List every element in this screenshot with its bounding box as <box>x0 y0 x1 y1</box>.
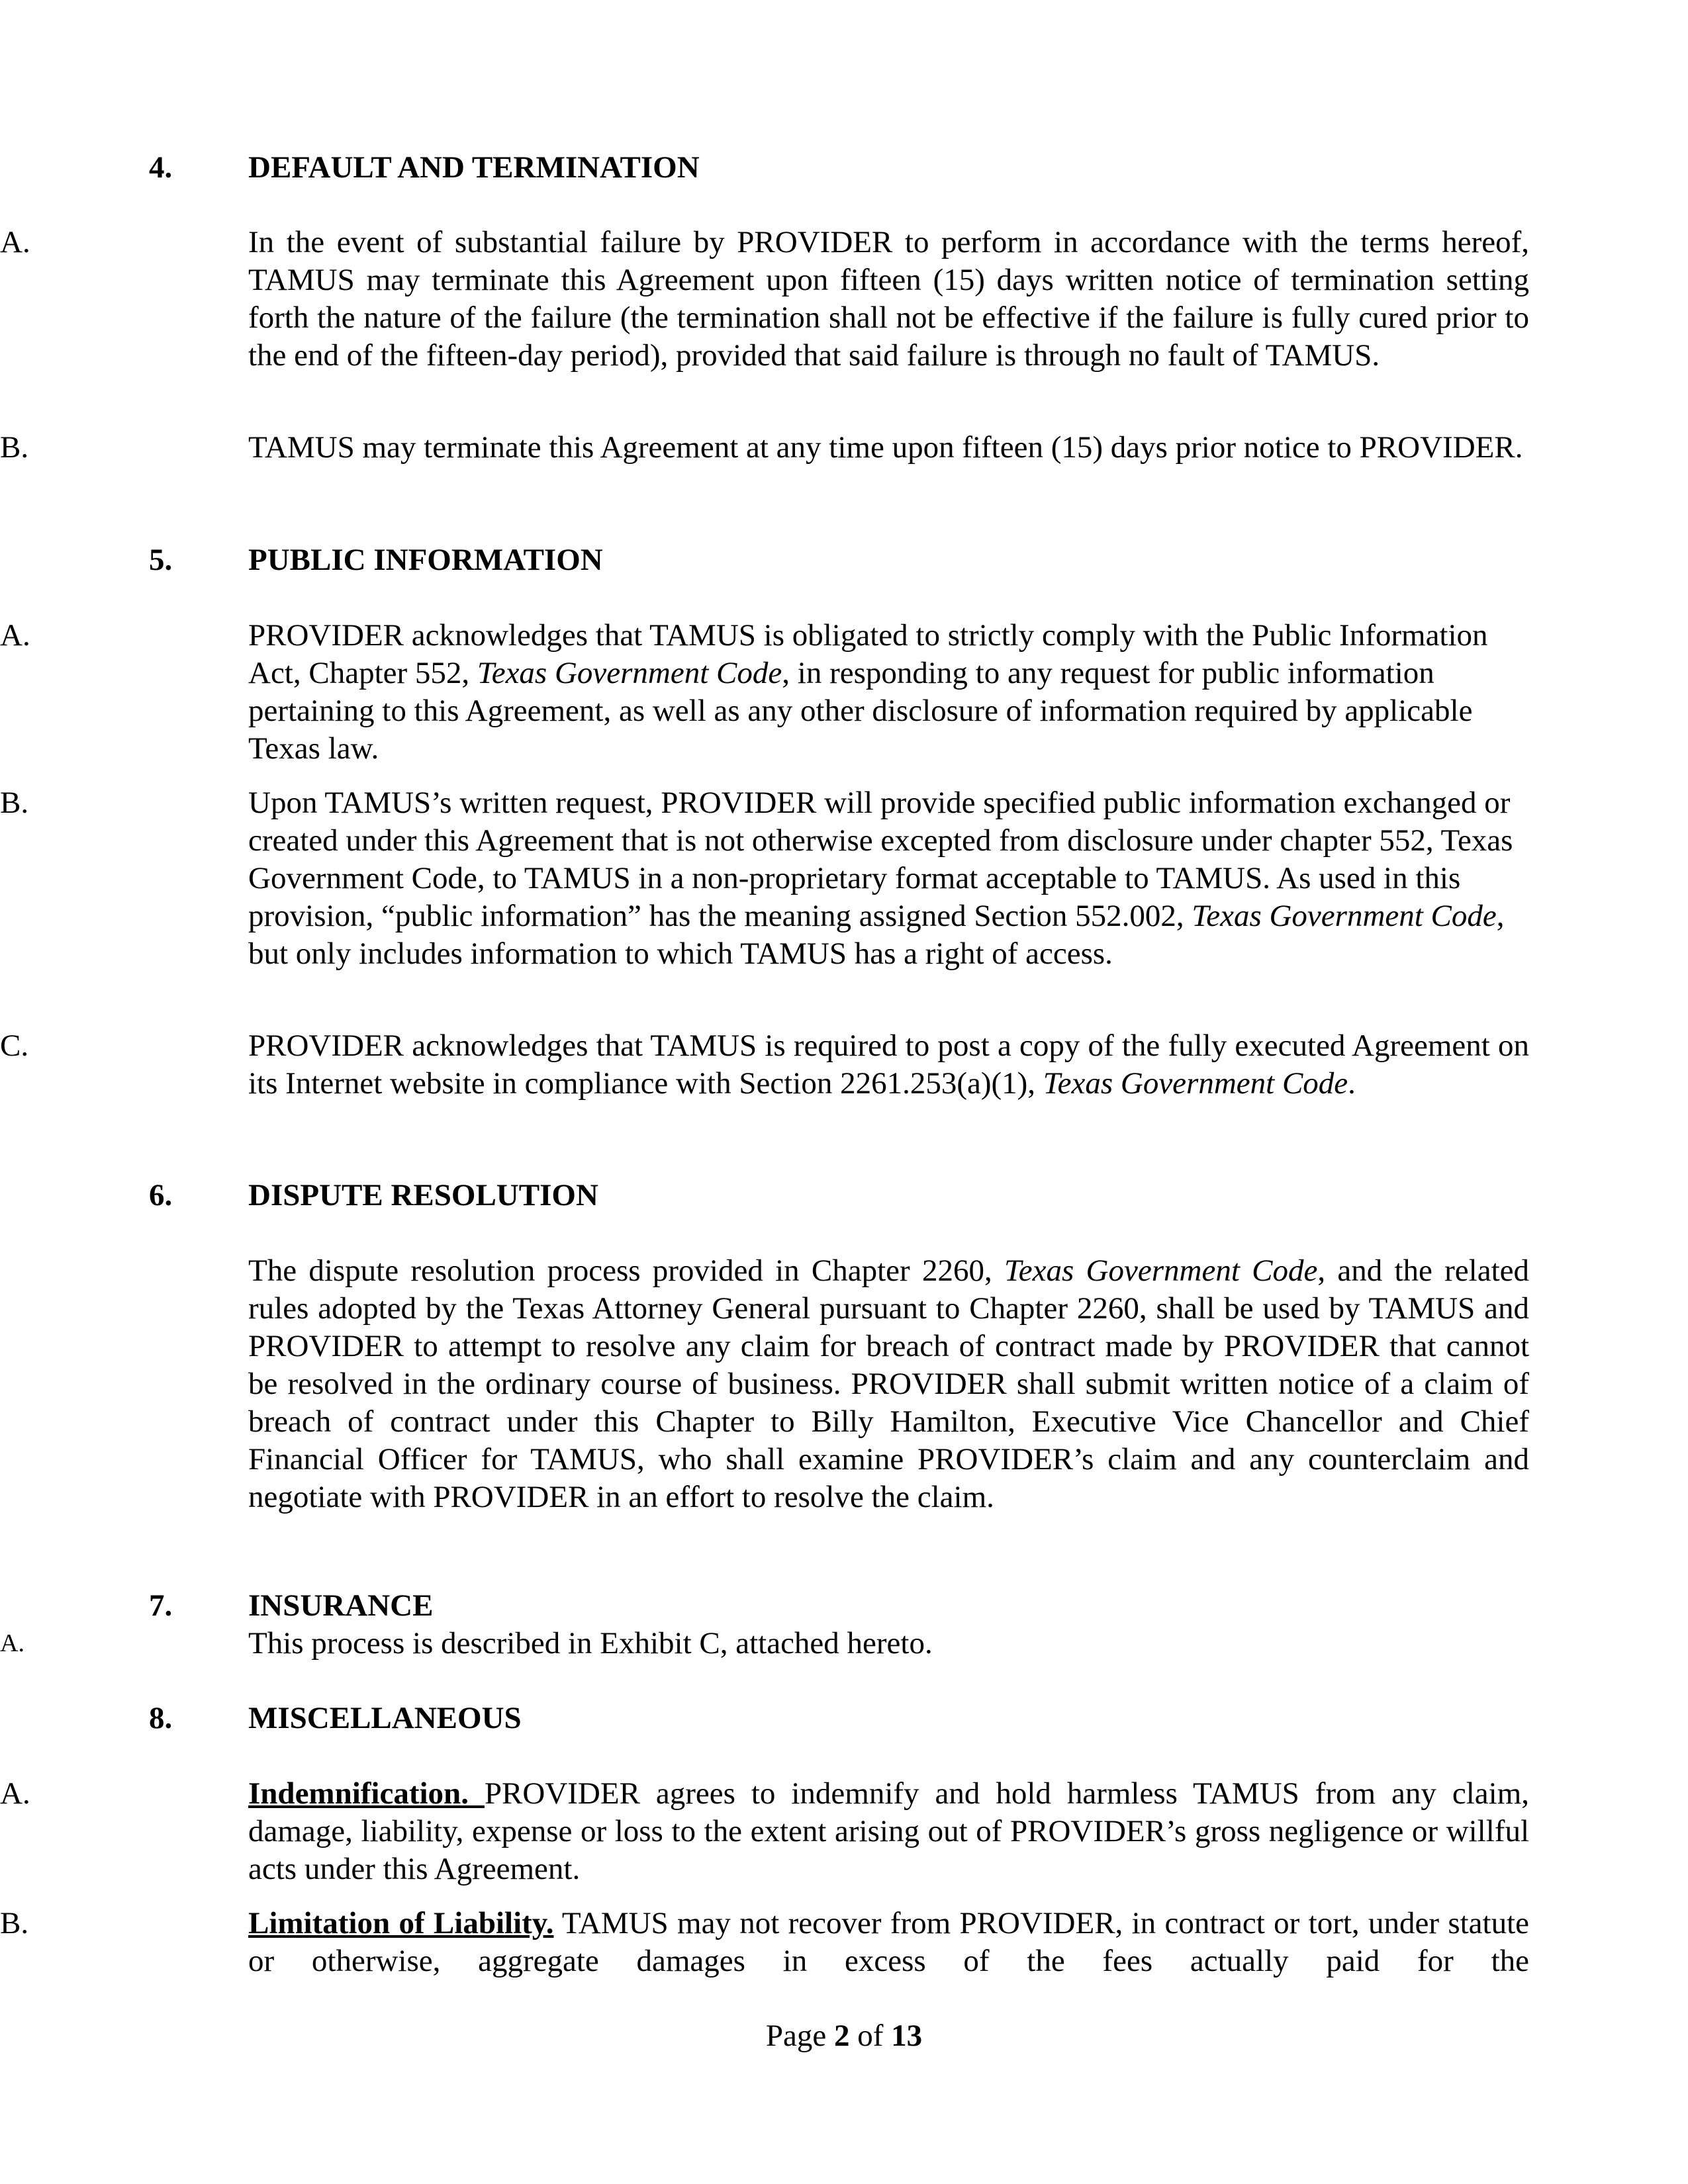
clause-5a <box>0 617 1529 768</box>
section-number: 4. <box>149 150 173 185</box>
total-pages: 13 <box>891 2019 923 2053</box>
clause-7a <box>0 1625 1529 1662</box>
section-number: 8. <box>149 1701 173 1735</box>
clause-8b <box>0 1905 1530 1980</box>
section-number: 7. <box>149 1588 173 1623</box>
clause-4b <box>0 429 1529 467</box>
clause-heading: Limitation of Liability. <box>248 1906 554 1940</box>
italic-citation: Texas Government Code <box>1192 899 1497 933</box>
section-title: DEFAULT AND TERMINATION <box>248 150 700 185</box>
clause-letter: C. <box>0 1028 29 1063</box>
clause-letter: B. <box>0 1906 29 1940</box>
section-number: 5. <box>149 543 173 577</box>
clause-letter: B. <box>0 786 29 820</box>
clause-4a <box>0 224 1529 375</box>
clause-text: PROVIDER acknowledges that TAMUS is required to post a copy of the fully executed Agreement on its Internet website in compliance with Section 2261.253(a)(1), Texas Government Code. <box>248 1028 1529 1101</box>
clause-text: Upon TAMUS’s written request, PROVIDER will provide specified public information exchanged or created under this Agreement that is not otherwise excepted from disclosure under chapter 552, Texas Government Code, to TAMUS in a non-proprietary format acceptable to TAMUS. As used in this provision, “public information” has the meaning assigned Section 552.002, Texas Government Code, but only includes information to which TAMUS has a right of access. <box>248 786 1513 971</box>
section-title: INSURANCE <box>248 1588 434 1623</box>
italic-citation: Texas Government Code <box>477 656 782 690</box>
clause-text: Limitation of Liability. TAMUS may not recover from PROVIDER, in contract or tort, under statute or otherwise, aggregate damages in excess of the fees actually paid for the <box>248 1906 1530 1978</box>
clause-text: TAMUS may terminate this Agreement at any time upon fifteen (15) days prior notice to PROVIDER. <box>248 430 1523 465</box>
current-page: 2 <box>833 2019 850 2053</box>
clause-text: This process is described in Exhibit C, attached hereto. <box>248 1626 933 1661</box>
clause-5b <box>0 784 1529 973</box>
clause-text: In the event of substantial failure by PROVIDER to perform in accordance with the terms hereof, TAMUS may terminate this Agreement upon fifteen (15) days written notice of termination setting forth the nature of the failure (the termination shall not be effective if the failure is fully cured prior to the end of the fifteen-day period), provided that said failure is through no fault of TAMUS. <box>248 225 1529 373</box>
italic-citation: Texas Government Code <box>1043 1066 1348 1101</box>
clause-heading: Indemnification. <box>248 1776 485 1811</box>
clause-text: PROVIDER acknowledges that TAMUS is obligated to strictly comply with the Public Information Act, Chapter 552, Texas Government Code, in responding to any request for public information pertaining to this Agreement, as well as any other disclosure of information required by applicable Texas law. <box>248 618 1488 766</box>
page-number-footer: Page 2 of 13 <box>765 2019 923 2053</box>
clause-letter: A. <box>0 225 30 259</box>
clause-letter: A. <box>0 618 30 653</box>
section-number: 6. <box>149 1178 173 1212</box>
clause-5c <box>0 1027 1529 1103</box>
clause-8a <box>0 1775 1529 1888</box>
clause-letter: A. <box>0 1629 24 1657</box>
clause-letter: A. <box>0 1776 30 1811</box>
italic-citation: Texas Government Code <box>1004 1253 1318 1288</box>
section-title: DISPUTE RESOLUTION <box>248 1178 598 1212</box>
section-title: PUBLIC INFORMATION <box>248 543 603 577</box>
clause-letter: B. <box>0 430 29 465</box>
clause-text: Indemnification. PROVIDER agrees to indemnify and hold harmless TAMUS from any claim, damage, liability, expense or loss to the extent arising out of PROVIDER’s gross negligence or willful acts under this Agreement. <box>248 1776 1529 1886</box>
section-title: MISCELLANEOUS <box>248 1701 522 1735</box>
dispute-paragraph: The dispute resolution process provided in Chapter 2260, Texas Government Code, and the related rules adopted by the Texas Attorney General pursuant to Chapter 2260, shall be used by TAMUS and PROVIDER to attempt to resolve any claim for breach of contract made by PROVIDER that cannot be resolved in the ordinary course of business. PROVIDER shall submit written notice of a claim of breach of contract under this Chapter to Billy Hamilton, Executive Vice Chancellor and Chief Financial Officer for TAMUS, who shall examine PROVIDER’s claim and any counterclaim and negotiate with PROVIDER in an effort to resolve the claim. <box>248 1253 1529 1514</box>
